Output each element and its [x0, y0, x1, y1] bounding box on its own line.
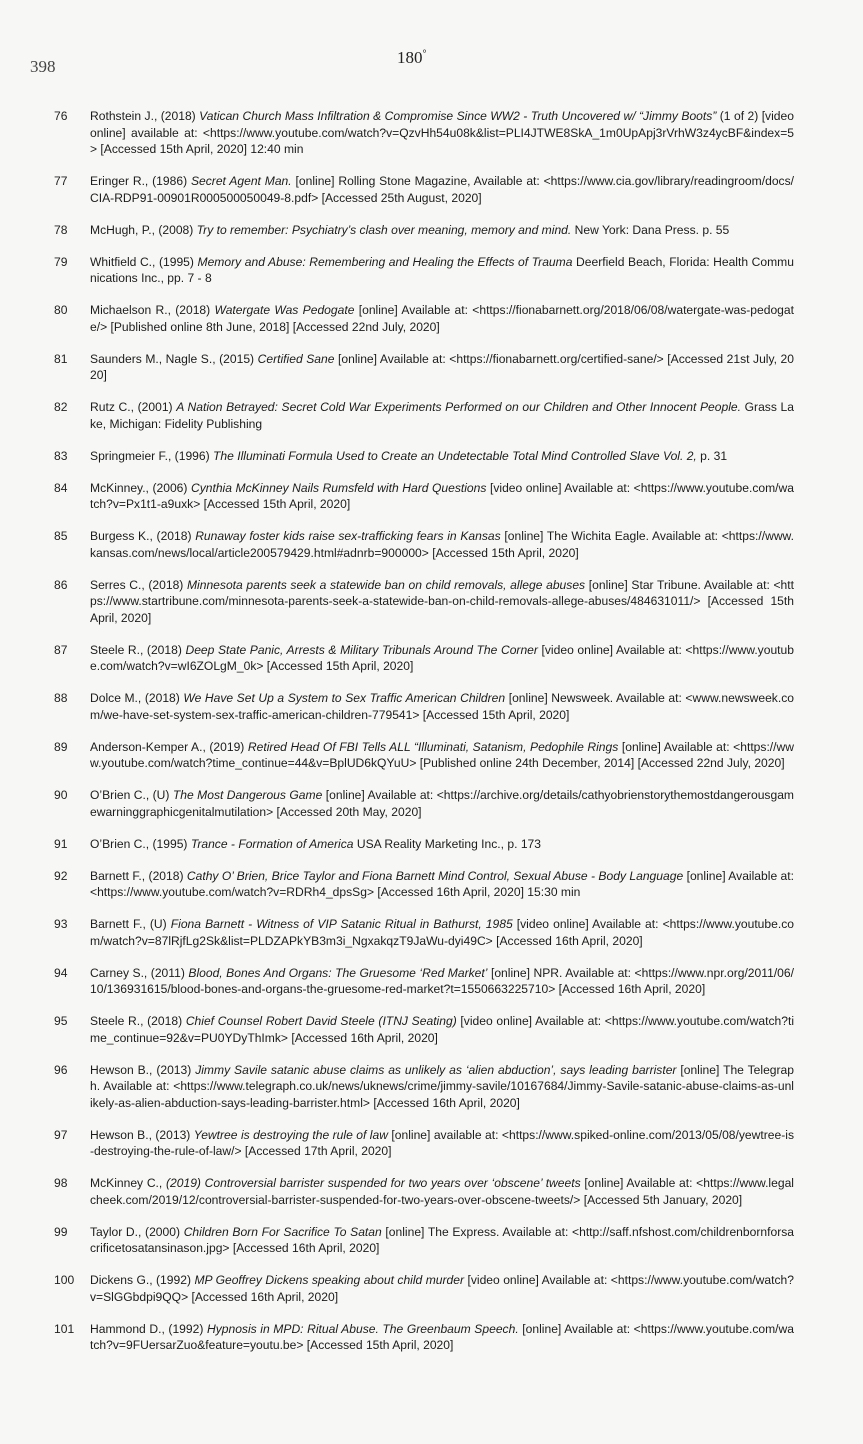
reference-title: Jimmy Savile satanic abuse claims as unlikely as ‘alien abduction’, says leading barrister [195, 1062, 677, 1077]
reference-text [90, 739, 794, 772]
reference-number: 78 [54, 222, 68, 237]
reference-author: Barnett F., (2018) [90, 868, 187, 883]
reference-item [54, 690, 794, 723]
reference-title: Deep State Panic, Arrests & Military Tribunals Around The Corner [185, 642, 538, 657]
reference-text [90, 836, 794, 853]
reference-number: 94 [54, 965, 68, 980]
reference-author: Carney S., (2011) [90, 965, 189, 980]
reference-number: 89 [54, 739, 68, 754]
reference-text [90, 916, 794, 949]
reference-details: [online] The Telegraph. Available at: <https://www.telegraph.co.uk/news/uknews/crime/jimmy-savile/10167684/Jimmy-Savile-satanic-abuse-claims-as-unlikely-as-alien-abduction-says-leading-barrister.html> [Accessed 16th April, 2020] [90, 1062, 794, 1110]
reference-title: Children Born For Sacrifice To Satan [183, 1224, 382, 1239]
reference-text [90, 351, 794, 384]
reference-item [54, 1013, 794, 1046]
reference-number: 76 [54, 109, 68, 123]
reference-number: 80 [54, 303, 68, 317]
reference-text [90, 868, 794, 901]
reference-title: Secret Agent Man. [190, 174, 292, 188]
reference-number: 91 [54, 836, 68, 851]
reference-details: [online] Available at: <https://www.youtube.com/watch?time_continue=44&v=BplUD6kQYuU> [Published online 24th December, 2014] [Accessed 22nd July, 2020] [90, 739, 794, 770]
reference-text [90, 577, 794, 627]
reference-details: [online] Rolling Stone Magazine, Available at: <https://www.cia.gov/library/readingroom/docs/CIA-RDP91-00901R000500050049-8.pdf> [Accessed 25th August, 2020] [90, 174, 794, 205]
reference-title: Blood, Bones And Organs: The Gruesome ‘Red Market’ [188, 965, 488, 980]
reference-item [54, 1127, 794, 1160]
reference-title: We Have Set Up a System to Sex Traffic American Children [183, 691, 506, 705]
reference-author: Hammond D., (1992) [90, 1321, 207, 1336]
reference-details: [online] Star Tribune. Available at: <https://www.startribune.com/minnesota-parents-seek-a-statewide-ban-on-child-removals-allege-abuses/484631011/> [Accessed 15th April, 2020] [90, 577, 794, 625]
page-number: 398 [30, 57, 56, 76]
reference-title: The Most Dangerous Game [172, 788, 323, 802]
reference-text [90, 399, 794, 432]
reference-details: [video online] Available at: <https://www.youtube.com/watch?v=wI6ZOLgM_0k> [Accessed 15th April, 2020] [90, 642, 794, 673]
reference-number: 93 [54, 917, 68, 931]
reference-item [54, 399, 794, 432]
reference-number: 84 [54, 480, 68, 495]
reference-author: O’Brien C., (U) [90, 788, 173, 802]
reference-details: [online] Available at: <https://www.legalcheek.com/2019/12/controversial-barrister-suspended-for-two-years-over-obscene-tweets/> [Accessed 5th January, 2020] [90, 1176, 794, 1207]
reference-title: Watergate Was Pedogate [214, 303, 355, 317]
reference-author: Dolce M., (2018) [90, 691, 184, 705]
reference-list [54, 108, 794, 1369]
reference-item [54, 108, 794, 158]
reference-details: [online] NPR. Available at: <https://www.npr.org/2011/06/10/136931615/blood-bones-and-organs-the-gruesome-red-market?t=1550663225710> [Accessed 16th April, 2020] [90, 965, 794, 996]
reference-title: Memory and Abuse: Remembering and Healing the Effects of Trauma [197, 254, 573, 269]
reference-item [54, 642, 794, 675]
reference-details: [online] Available at: <https://fionabarnett.org/2018/06/08/watergate-was-pedogate/> [Published online 8th June, 2018] [Accessed 22nd July, 2020] [90, 303, 794, 334]
reference-number: 87 [54, 642, 68, 657]
reference-text [90, 1321, 794, 1354]
reference-author: Rutz C., (2001) [90, 400, 177, 414]
reference-text [90, 1062, 794, 1112]
reference-author: Saunders M., Nagle S., (2015) [90, 351, 258, 366]
reference-title: Certified Sane [257, 351, 335, 366]
reference-details: Deerfield Beach, Florida: Health Communications Inc., pp. 7 - 8 [90, 254, 794, 285]
reference-text [90, 302, 794, 335]
reference-text [90, 480, 794, 513]
reference-number: 85 [54, 529, 68, 543]
reference-details: USA Reality Marketing Inc., p. 173 [353, 836, 542, 851]
reference-item [54, 480, 794, 513]
reference-item [54, 1321, 794, 1354]
reference-details: (1 of 2) [video online] available at: <https://www.youtube.com/watch?v=QzvHh54u08k&list=PLI4JTWE8SkA_1m0UpApj3rVrhW3z4ycBF&index=5> [Accessed 15th April, 2020] 12:40 min [90, 109, 794, 156]
reference-text [90, 1272, 794, 1305]
reference-author: Hewson B., (2013) [90, 1127, 194, 1142]
reference-author: Springmeier F., (1996) [90, 448, 214, 463]
reference-text [90, 642, 794, 675]
reference-text [90, 222, 794, 239]
reference-text [90, 1013, 794, 1046]
reference-author: McHugh, P., (2008) [90, 222, 197, 237]
reference-number: 88 [54, 691, 68, 705]
reference-text [90, 1224, 794, 1257]
reference-text [90, 787, 794, 820]
reference-number: 97 [54, 1127, 68, 1142]
reference-number: 79 [54, 254, 68, 269]
reference-text [90, 1127, 794, 1160]
reference-title: Hypnosis in MPD: Ritual Abuse. The Greenbaum Speech. [206, 1321, 519, 1336]
reference-number: 83 [54, 448, 68, 463]
reference-author: O’Brien C., (1995) [90, 836, 191, 851]
reference-title: Chief Counsel Robert David Steele (ITNJ Seating) [185, 1014, 457, 1028]
reference-details: [video online] Available at: <https://www.youtube.com/watch?v=87lRjfLg2Sk&list=PLDZAPkYB3m3i_NgxakqzT9JaWu-dyi49C> [Accessed 16th April, 2020] [90, 917, 794, 948]
reference-item [54, 302, 794, 335]
reference-details: p. 31 [696, 448, 728, 463]
reference-author: Serres C., (2018) [90, 577, 187, 592]
reference-details: [video online] Available at: <https://www.youtube.com/watch?time_continue=92&v=PU0YDyThImk> [Accessed 16th April, 2020] [90, 1014, 795, 1045]
reference-title: (2019) Controversial barrister suspended for two years over ‘obscene’ tweets [166, 1176, 581, 1190]
reference-author: McKinney C., [90, 1176, 166, 1190]
reference-author: Michaelson R., (2018) [90, 303, 215, 317]
reference-item [54, 1272, 794, 1305]
reference-details: New York: Dana Press. p. 55 [571, 222, 730, 237]
reference-number: 95 [54, 1014, 68, 1028]
reference-title: Try to remember: Psychiatry’s clash over meaning, memory and mind. [196, 222, 572, 237]
reference-author: Barnett F., (U) [90, 917, 171, 931]
reference-author: Eringer R., (1986) [90, 174, 191, 188]
reference-text [90, 1175, 794, 1208]
reference-number: 96 [54, 1062, 68, 1077]
reference-number: 81 [54, 351, 68, 366]
reference-details: [online] Newsweek. Available at: <www.newsweek.com/we-have-set-system-sex-traffic-american-children-779541> [Accessed 15th April, 2020] [90, 691, 794, 722]
reference-text [90, 108, 794, 158]
reference-text [90, 690, 794, 723]
reference-number: 98 [54, 1176, 68, 1190]
reference-details: [online] Available at: <https://fionabarnett.org/certified-sane/> [Accessed 21st July, 2020] [90, 351, 794, 382]
reference-details: [online] Available at: <https://archive.org/details/cathyobrienstorythemostdangerousgamewarninggraphicgenitalmutilation> [Accessed 20th May, 2020] [90, 788, 794, 819]
reference-item [54, 1062, 794, 1112]
reference-author: Steele R., (2018) [90, 1014, 186, 1028]
reference-details: [video online] Available at: <https://www.youtube.com/watch?v=Px1t1-a9uxk> [Accessed 15th April, 2020] [90, 480, 794, 511]
reference-item [54, 965, 794, 998]
reference-title: Vatican Church Mass Infiltration & Compromise Since WW2 - Truth Uncovered w/ “Jimmy Boots” [199, 109, 717, 123]
reference-details: Grass Lake, Michigan: Fidelity Publishing [90, 400, 794, 431]
reference-item [54, 577, 794, 627]
reference-item [54, 787, 794, 820]
reference-text [90, 528, 794, 561]
reference-title: Cynthia McKinney Nails Rumsfeld with Hard Questions [190, 480, 487, 495]
reference-title: Yewtree is destroying the rule of law [193, 1127, 388, 1142]
reference-number: 100 [54, 1273, 75, 1287]
reference-author: Hewson B., (2013) [90, 1062, 196, 1077]
reference-number: 90 [54, 788, 68, 802]
reference-details: [online] Available at: <https://www.youtube.com/watch?v=9FUersarZuo&feature=youtu.be> [Accessed 15th April, 2020] [90, 1321, 794, 1352]
reference-item [54, 739, 794, 772]
reference-item [54, 528, 794, 561]
reference-item [54, 1175, 794, 1208]
reference-details: [online] Available at:<https://www.youtube.com/watch?v=RDRh4_dpsSg> [Accessed 16th April, 2020] 15:30 min [90, 868, 795, 899]
reference-number: 92 [54, 868, 68, 883]
reference-title: Fiona Barnett - Witness of VIP Satanic Ritual in Bathurst, 1985 [170, 917, 513, 931]
reference-author: Whitfield C., (1995) [90, 254, 198, 269]
reference-author: Dickens G., (1992) [90, 1273, 195, 1287]
reference-author: Anderson-Kemper A., (2019) [90, 739, 248, 754]
reference-title: MP Geoffrey Dickens speaking about child murder [194, 1273, 465, 1287]
reference-author: McKinney., (2006) [90, 480, 191, 495]
reference-item [54, 836, 794, 853]
degree-mark: ° [422, 48, 427, 60]
reference-item [54, 351, 794, 384]
reference-number: 101 [54, 1321, 75, 1336]
reference-text [90, 448, 794, 465]
book-title-text: 180 [397, 48, 423, 67]
reference-title: Runaway foster kids raise sex-trafficking fears in Kansas [195, 529, 501, 543]
reference-text [90, 254, 794, 287]
reference-title: A Nation Betrayed: Secret Cold War Experiments Performed on our Children and Other Innocent People. [176, 400, 741, 414]
reference-details: [online] available at: <https://www.spiked-online.com/2013/05/08/yewtree-is-destroying-the-rule-of-law/> [Accessed 17th April, 2020] [90, 1127, 794, 1158]
reference-item [54, 254, 794, 287]
reference-title: Minnesota parents seek a statewide ban on child removals, allege abuses [186, 577, 586, 592]
reference-details: [online] The Wichita Eagle. Available at: <https://www.kansas.com/news/local/article200579429.html#adnrb=900000> [Accessed 15th April, 2020] [90, 529, 794, 560]
reference-number: 86 [54, 577, 68, 592]
reference-number: 99 [54, 1224, 68, 1239]
reference-item [54, 222, 794, 239]
reference-author: Taylor D., (2000) [90, 1224, 184, 1239]
reference-item [54, 448, 794, 465]
reference-item [54, 1224, 794, 1257]
reference-text [90, 965, 794, 998]
reference-author: Burgess K., (2018) [90, 529, 196, 543]
reference-item [54, 173, 794, 206]
reference-item [54, 868, 794, 901]
reference-text [90, 173, 794, 206]
reference-item [54, 916, 794, 949]
book-title [397, 48, 427, 68]
reference-number: 82 [54, 400, 68, 414]
reference-title: Trance - Formation of America [190, 836, 354, 851]
reference-details: [online] The Express. Available at: <http://saff.nfshost.com/childrenbornforsacrificetosatansinason.jpg> [Accessed 16th April, 2020] [90, 1224, 794, 1255]
reference-author: Steele R., (2018) [90, 642, 186, 657]
reference-title: Retired Head Of FBI Tells ALL “Illuminati, Satanism, Pedophile Rings [247, 739, 619, 754]
reference-details: [video online] Available at: <https://www.youtube.com/watch?v=SlGGbdpi9QQ> [Accessed 16th April, 2020] [90, 1273, 794, 1304]
reference-title: The Illuminati Formula Used to Create an Undetectable Total Mind Controlled Slave Vol. 2, [213, 448, 697, 463]
reference-author: Rothstein J., (2018) [90, 109, 200, 123]
reference-number: 77 [54, 174, 68, 188]
reference-title: Cathy O’ Brien, Brice Taylor and Fiona Barnett Mind Control, Sexual Abuse - Body Language [186, 868, 684, 883]
